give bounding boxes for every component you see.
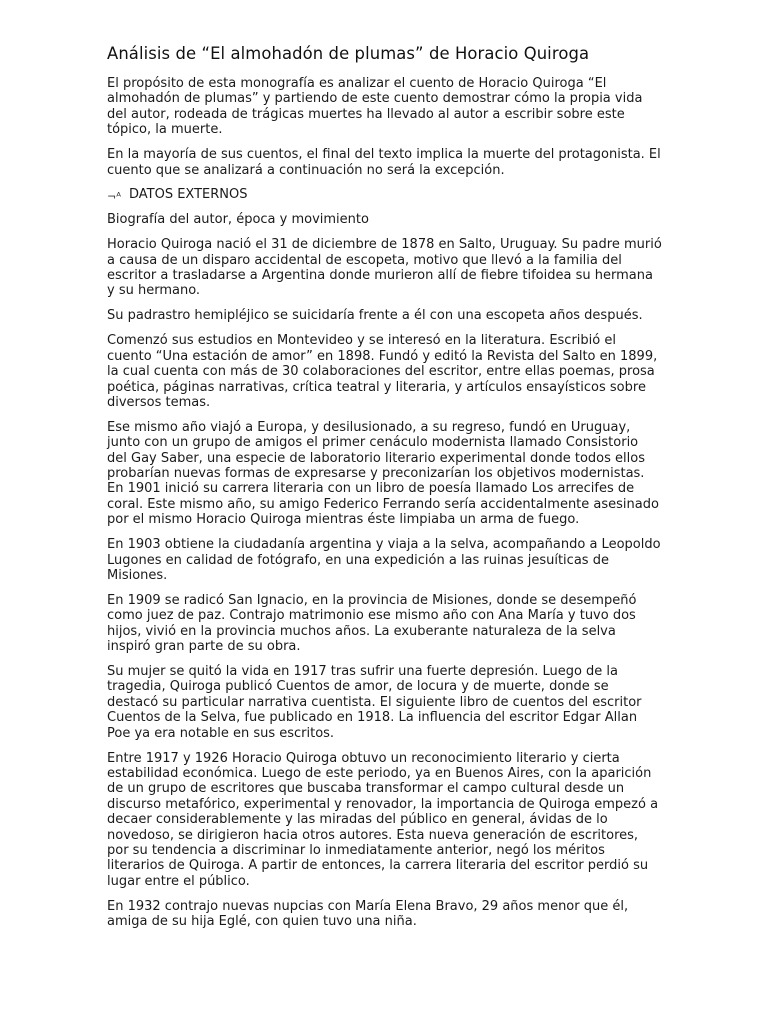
section-heading-datos-externos <box>107 187 662 202</box>
subheading-biografia: Biografía del autor, época y movimiento <box>107 212 369 228</box>
paragraph-body-5: En 1903 obtiene la ciudadanía argentina y viaja a la selva, acompañando a Leopoldo Lugones en calidad de fotógrafo, en una expedición a las ruinas jesuíticas de Misiones. <box>107 537 661 583</box>
paragraph-intro-1: El propósito de esta monografía es analizar el cuento de Horacio Quiroga “El almohadón de plumas” y partiendo de este cuento demostrar cómo la propia vida del autor, rodeada de trágicas muertes ha llevado al autor a escribir sobre este tópico, la muerte. <box>107 76 643 138</box>
paragraph-body-2: Su padrastro hemipléjico se suicidaría frente a él con una escopeta años después. <box>107 308 643 324</box>
paragraph-body-1: Horacio Quiroga nació el 31 de diciembre de 1878 en Salto, Uruguay. Su padre murió a causa de un disparo accidental de escopeta, motivo que llevó a la familia del escritor a trasladarse a Argentina donde murieron allí de fiebre tifoidea su hermana y su hermano. <box>107 237 662 299</box>
paragraph-body-7: Su mujer se quitó la vida en 1917 tras sufrir una fuerte depresión. Luego de la tragedia, Quiroga publicó Cuentos de amor, de locura y de muerte, donde se destacó su particular narrativa cuentista. El siguiente libro de cuentos del escritor Cuentos de la Selva, fue publicado en 1918. La influencia del escritor Edgar Allan Poe ya era notable en sus escritos. <box>107 664 642 741</box>
document-page <box>107 44 662 939</box>
section-heading-label: DATOS EXTERNOS <box>129 187 248 203</box>
bullet-icon: ¬ᴬ <box>107 190 121 204</box>
paragraph-intro-2: En la mayoría de sus cuentos, el final del texto implica la muerte del protagonista. El cuento que se analizará a continuación no será la excepción. <box>107 147 661 178</box>
paragraph-body-8: Entre 1917 y 1926 Horacio Quiroga obtuvo un reconocimiento literario y cierta estabilidad económica. Luego de este periodo, ya en Buenos Aires, con la aparición de un grupo de escritores que buscaba transformar el campo cultural desde un discurso metafórico, experimental y renovador, la importancia de Quiroga empezó a decaer considerablemente y las miradas del público en general, ávidas de lo novedoso, se dirigieron hacia otros autores. Esta nueva generación de escritores, por su tendencia a discriminar lo inmediatamente anterior, negó los méritos literarios de Quiroga. A partir de entonces, la carrera literaria del escritor perdió su lugar entre el público. <box>107 750 659 889</box>
document-title: Análisis de “El almohadón de plumas” de Horacio Quiroga <box>107 44 590 63</box>
paragraph-body-6: En 1909 se radicó San Ignacio, en la provincia de Misiones, donde se desempeñó como juez de paz. Contrajo matrimonio ese mismo año con Ana María y tuvo dos hijos, vivió en la provincia muchos años. La exuberante naturaleza de la selva inspiró gran parte de su obra. <box>107 592 637 655</box>
paragraph-body-4: Ese mismo año viajó a Europa, y desilusionado, a su regreso, fundó en Uruguay, junto con un grupo de amigos el primer cenáculo modernista llamado Consistorio del Gay Saber, una especie de laboratorio literario experimental donde todos ellos probarían nuevas formas de expresarse y preconizarían los objetivos modernistas. En 1901 inició su carrera literaria con un libro de poesía llamado Los arrecifes de coral. Este mismo año, su amigo Federico Ferrando sería accidentalmente asesinado por el mismo Horacio Quiroga mientras éste limpiaba un arma de fuego. <box>107 419 659 528</box>
paragraph-body-9: En 1932 contrajo nuevas nupcias con María Elena Bravo, 29 años menor que él, amiga de su hija Eglé, con quien tuvo una niña. <box>107 898 629 930</box>
paragraph-body-3: Comenzó sus estudios en Montevideo y se interesó en la literatura. Escribió el cuento “Una estación de amor” en 1898. Fundó y editó la Revista del Salto en 1899, la cual cuenta con más de 30 colaboraciones del escritor, entre ellas poemas, prosa poética, páginas narrativas, crítica teatral y literaria, y artículos ensayísticos sobre diversos temas. <box>107 333 658 410</box>
